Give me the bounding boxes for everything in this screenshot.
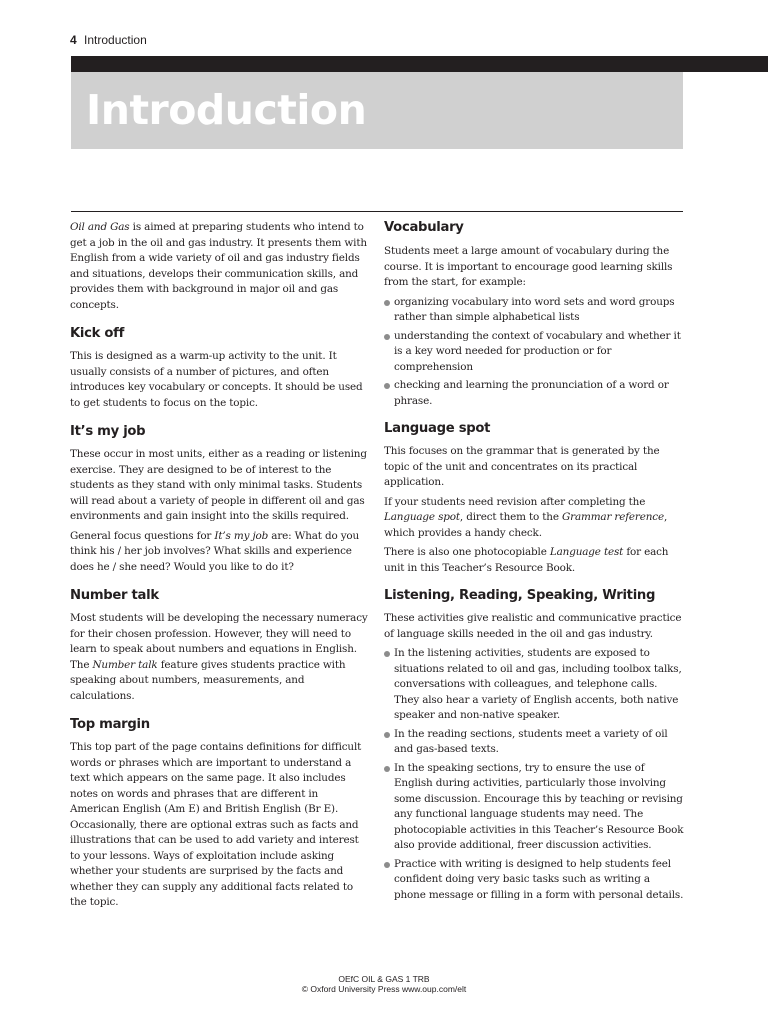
page-number: 4 — [70, 33, 77, 47]
skills-paragraph: These activities give realistic and communicative practice of language skills needed in the oil and gas industry. — [384, 612, 682, 640]
list-item: checking and learning the pronunciation of a word or phrase. — [384, 378, 684, 409]
list-item: organizing vocabulary into word sets and word groups rather than simple alphabetical lists — [384, 295, 684, 326]
skills-heading: Listening, Reading, Speaking, Writing — [384, 588, 656, 603]
topmargin-heading: Top margin — [70, 717, 150, 732]
numbertalk-paragraph: Most students will be developing the necessary numeracy for their chosen profession. However, they will need to learn to speak about numbers and equations in English. The Number talk feature gives students practice with speaking about numbers, measurements, and calculations. — [70, 612, 368, 702]
vocabulary-list — [384, 295, 684, 410]
running-head — [70, 33, 147, 47]
left-column — [70, 220, 370, 915]
language-spot-heading: Language spot — [384, 421, 491, 436]
list-item: understanding the context of vocabulary and whether it is a key word needed for production or for comprehension — [384, 329, 684, 376]
right-column — [384, 220, 684, 908]
skills-list — [384, 646, 684, 903]
list-item: In the listening activities, students are exposed to situations related to oil and gas, including toolbox talks, conversations with colleagues, and telephone calls. They also hear a variety of English accents, both native speaker and non-native speaker. — [384, 646, 684, 724]
list-item: In the speaking sections, try to ensure the use of English during activities, particularly those involving some discussion. Encourage this by teaching or revising any functional language students may need. The photocopiable activities in this Teacher’s Resource Book also provide additional, freer discussion activities. — [384, 761, 684, 854]
running-head-section: Introduction — [84, 33, 147, 47]
page-title: Introduction — [86, 86, 367, 134]
language-spot-paragraph-1: This focuses on the grammar that is generated by the topic of the unit and concentrates on its practical application. — [384, 445, 660, 488]
intro-paragraph: Oil and Gas is aimed at preparing students who intend to get a job in the oil and gas industry. It presents them with English from a wide variety of oil and gas industry fields and situations, develops their communication skills, and provides them with background in major oil and gas concepts. — [70, 221, 367, 311]
list-item: Practice with writing is designed to help students feel confident doing very basic tasks such as writing a phone message or filling in a form with personal details. — [384, 857, 684, 904]
topmargin-paragraph: This top part of the page contains definitions for difficult words or phrases which are important to understand a text which appears on the same page. It also includes notes on words and phrases that are different in American English (Am E) and British English (Br E). Occasionally, there are optional extras such as facts and illustrations that can be used to add variety and interest to your lessons. Ways of exploitation include asking whether your students are surprised by the facts and whether they can supply any additional facts related to the topic. — [70, 741, 362, 908]
vocabulary-paragraph: Students meet a large amount of vocabulary during the course. It is important to encourage good learning skills from the start, for example: — [384, 245, 673, 288]
footer-line-1: OEfC OIL & GAS 1 TRB — [338, 974, 430, 984]
kickoff-heading: Kick off — [70, 326, 125, 341]
list-item: In the reading sections, students meet a variety of oil and gas-based texts. — [384, 727, 684, 758]
myjob-paragraph-1: These occur in most units, either as a reading or listening exercise. They are designed to be of interest to the students as they stand with only minimal tasks. Students will read about a variety of people in different oil and gas environments and gain insight into the skills required. — [70, 448, 367, 522]
vocabulary-heading: Vocabulary — [384, 220, 464, 235]
title-banner — [71, 72, 683, 149]
divider — [71, 211, 683, 212]
page-footer — [0, 974, 768, 994]
header-bar — [71, 56, 768, 72]
kickoff-paragraph: This is designed as a warm-up activity to the unit. It usually consists of a number of pictures, and often introduces key vocabulary or concepts. It should be used to get students to focus on the topic. — [70, 350, 363, 409]
myjob-heading: It’s my job — [70, 424, 146, 439]
numbertalk-heading: Number talk — [70, 588, 159, 603]
language-spot-paragraph-2: If your students need revision after completing the Language spot, direct them to the Grammar reference, which provides a handy check. — [384, 495, 668, 539]
footer-line-2: © Oxford University Press www.oup.com/elt — [301, 984, 467, 994]
language-spot-paragraph-3: There is also one photocopiable Language test for each unit in this Teacher’s Resource Book. — [384, 546, 669, 574]
myjob-paragraph-2: General focus questions for It’s my job are: What do you think his / her job involves? What skills and experience does he / she need? Would you like to do it? — [70, 529, 360, 573]
